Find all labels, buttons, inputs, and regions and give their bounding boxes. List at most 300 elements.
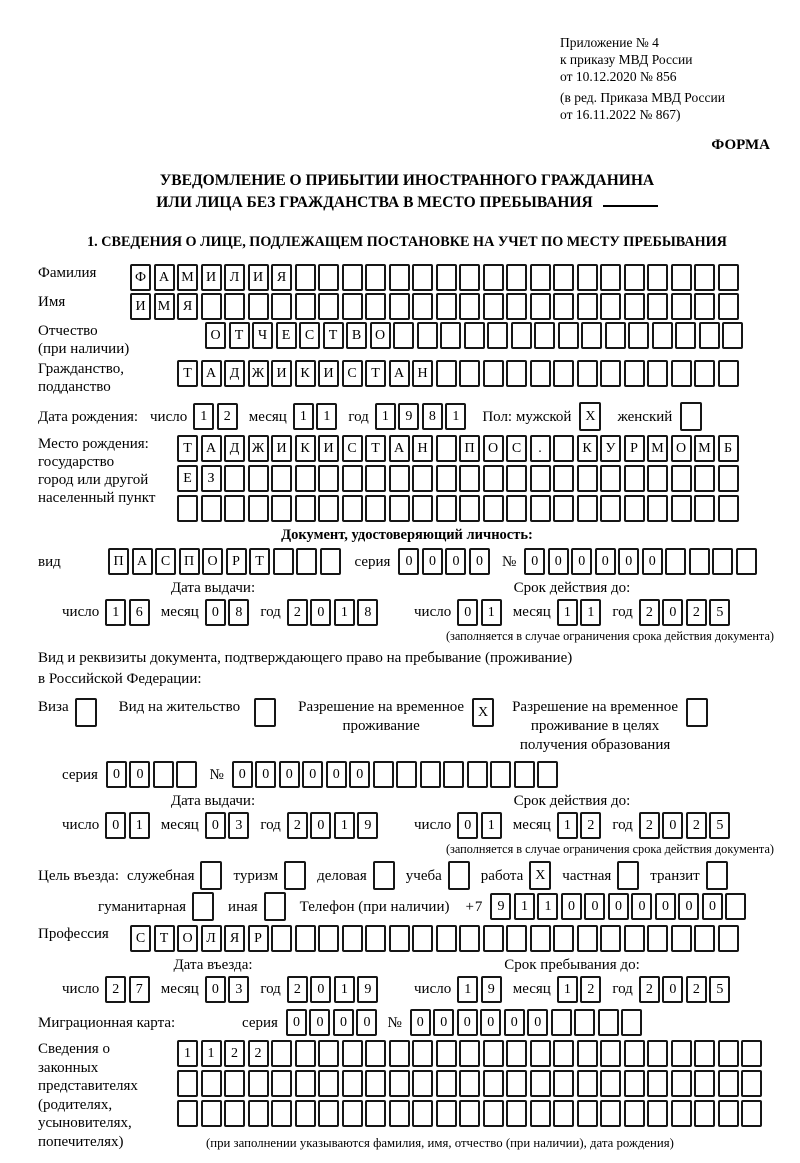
- cell: [506, 925, 527, 952]
- cell: [295, 293, 316, 320]
- valid-until-heading: Срок действия до:: [513, 580, 631, 596]
- cell: 5: [709, 599, 730, 626]
- purpose-option-humanitarian: гуманитарная: [98, 892, 214, 921]
- legal-reps-note: (при заполнении указываются фамилия, имя, отчество (при наличии), дата рождения): [206, 1136, 674, 1150]
- cell: [605, 322, 626, 349]
- year-label: год: [612, 981, 633, 997]
- birth-year-cells: [375, 403, 467, 430]
- cell: Н: [412, 435, 433, 462]
- doc-number-cells: [524, 548, 757, 575]
- purpose-option-study: учеба: [406, 861, 470, 890]
- cell: А: [154, 264, 175, 291]
- cell: [201, 495, 222, 522]
- cell: [553, 1040, 574, 1067]
- cell: [600, 293, 621, 320]
- cell: Р: [248, 925, 269, 952]
- cell: 1: [201, 1040, 222, 1067]
- cell: [624, 1070, 645, 1097]
- cell: [440, 322, 461, 349]
- cell: 0: [310, 812, 331, 839]
- entry-dates-row: [38, 976, 776, 1003]
- cell: Р: [624, 435, 645, 462]
- entry-date-heading: Дата въезда:: [173, 957, 253, 973]
- cell: О: [205, 322, 226, 349]
- cell: 2: [287, 599, 308, 626]
- purpose-option-checkbox: [529, 861, 551, 890]
- cell: Т: [365, 435, 386, 462]
- purpose-option-checkbox: [617, 861, 639, 890]
- cell: М: [647, 435, 668, 462]
- cell: 0: [333, 1009, 354, 1036]
- purpose-option-checkbox: [373, 861, 395, 890]
- option-visa-checkbox: [75, 698, 97, 727]
- cell: 9: [357, 812, 378, 839]
- cell: [553, 1100, 574, 1127]
- option-temp-residence-education-checkbox: [686, 698, 708, 727]
- cell: Е: [177, 465, 198, 492]
- cell: 1: [316, 403, 337, 430]
- cell: 2: [639, 812, 660, 839]
- citizenship-row: [38, 360, 776, 396]
- cell: [417, 322, 438, 349]
- issue-month-cells: [205, 599, 250, 626]
- residence-issue-group: [38, 812, 388, 839]
- purpose-row1: [38, 861, 776, 890]
- purpose-option-checkbox: [200, 861, 222, 890]
- cell: [553, 264, 574, 291]
- cell: 6: [129, 599, 150, 626]
- cell: [600, 264, 621, 291]
- cell: Т: [154, 925, 175, 952]
- cell: [647, 264, 668, 291]
- cell: 8: [228, 599, 249, 626]
- cell: [624, 495, 645, 522]
- cell: 0: [205, 599, 226, 626]
- cell: 1: [334, 812, 355, 839]
- cell: [412, 495, 433, 522]
- birth-place-line2: [177, 465, 739, 492]
- cell: Л: [224, 264, 245, 291]
- cell: [320, 548, 341, 575]
- cell: М: [177, 264, 198, 291]
- cell: 2: [686, 812, 707, 839]
- cell: [665, 548, 686, 575]
- cell: [342, 925, 363, 952]
- cell: И: [271, 435, 292, 462]
- cell: [224, 465, 245, 492]
- cell: [506, 1070, 527, 1097]
- cell: 0: [205, 976, 226, 1003]
- legal-reps-line1: [177, 1040, 762, 1067]
- purpose-option-business: деловая: [317, 861, 395, 890]
- cell: [459, 1100, 480, 1127]
- cell: [675, 322, 696, 349]
- birth-place-line3: [177, 495, 739, 522]
- cell: [296, 548, 317, 575]
- cell: [694, 1100, 715, 1127]
- cell: 0: [309, 1009, 330, 1036]
- cell: [718, 1100, 739, 1127]
- cell: [373, 861, 395, 890]
- cell: [483, 1070, 504, 1097]
- purpose-option-private: частная: [562, 861, 639, 890]
- cell: А: [132, 548, 153, 575]
- cell: [318, 1040, 339, 1067]
- cell: [264, 892, 286, 921]
- cell: [412, 1070, 433, 1097]
- identity-dates-row: [38, 599, 776, 626]
- cell: 0: [662, 812, 683, 839]
- cell: 2: [217, 403, 238, 430]
- cell: [318, 1070, 339, 1097]
- cell: 0: [286, 1009, 307, 1036]
- cell: [624, 1100, 645, 1127]
- migration-number-label: №: [387, 1014, 402, 1031]
- cell: [393, 322, 414, 349]
- cell: [741, 1070, 762, 1097]
- cell: 2: [287, 812, 308, 839]
- cell: [624, 360, 645, 387]
- cell: [459, 925, 480, 952]
- cell: [694, 360, 715, 387]
- cell: [412, 1100, 433, 1127]
- cell: [224, 1070, 245, 1097]
- cell: [680, 402, 702, 431]
- day-label: число: [62, 981, 100, 997]
- cell: 0: [457, 812, 478, 839]
- cell: [600, 1040, 621, 1067]
- year-label: год: [348, 408, 369, 425]
- cell: [600, 465, 621, 492]
- cell: [201, 1070, 222, 1097]
- cell: 2: [686, 599, 707, 626]
- cell: С: [130, 925, 151, 952]
- cell: [718, 293, 739, 320]
- cell: [365, 293, 386, 320]
- cell: [718, 465, 739, 492]
- cell: [617, 861, 639, 890]
- cell: 1: [193, 403, 214, 430]
- cell: [342, 293, 363, 320]
- cell: [448, 861, 470, 890]
- option-residence-permit: [119, 698, 276, 727]
- appendix-line: Приложение № 4: [560, 35, 659, 50]
- patronymic-cells: [205, 322, 743, 349]
- cell: 1: [557, 976, 578, 1003]
- cell: [318, 1100, 339, 1127]
- issue-date-heading: Дата выдачи:: [170, 793, 256, 809]
- profession-cells: [130, 925, 739, 952]
- cell: 1: [580, 599, 601, 626]
- cell: 0: [702, 893, 723, 920]
- cell: [436, 925, 457, 952]
- valid-day-cells: [457, 599, 502, 626]
- cell: [718, 1070, 739, 1097]
- cell: [624, 264, 645, 291]
- citizenship-label: Гражданство, подданство: [38, 361, 125, 395]
- purpose-option-work: работа X: [481, 861, 552, 890]
- cell: [553, 495, 574, 522]
- cell: 0: [302, 761, 323, 788]
- cell: 0: [105, 812, 126, 839]
- cell: [342, 264, 363, 291]
- cell: [365, 264, 386, 291]
- cell: [741, 1100, 762, 1127]
- residence-series-row: [38, 761, 776, 788]
- sex-female-checkbox: [680, 402, 702, 431]
- cell: К: [295, 360, 316, 387]
- cell: [647, 1100, 668, 1127]
- cell: 0: [618, 548, 639, 575]
- cell: [295, 495, 316, 522]
- cell: [530, 1040, 551, 1067]
- cell: [671, 1100, 692, 1127]
- cell: [671, 465, 692, 492]
- cell: 0: [205, 812, 226, 839]
- day-label: число: [414, 981, 452, 997]
- legal-reps-label: Сведения о законных представителях (родителях, усыновителях, попечителях): [38, 1041, 138, 1150]
- cell: [318, 925, 339, 952]
- cell: П: [108, 548, 129, 575]
- cell: [467, 761, 488, 788]
- cell: [686, 698, 708, 727]
- cell: 8: [422, 403, 443, 430]
- cell: [75, 698, 97, 727]
- cell: [177, 1070, 198, 1097]
- cell: 0: [445, 548, 466, 575]
- cell: [600, 1070, 621, 1097]
- birth-month-cells: [293, 403, 338, 430]
- cell: 3: [228, 812, 249, 839]
- cell: Т: [229, 322, 250, 349]
- residence-valid-year-cells: [639, 812, 731, 839]
- cell: [459, 264, 480, 291]
- section1-heading: 1. СВЕДЕНИЯ О ЛИЦЕ, ПОДЛЕЖАЩЕМ ПОСТАНОВКЕ НА УЧЕТ ПО МЕСТУ ПРЕБЫВАНИЯ: [87, 234, 727, 250]
- cell: А: [389, 360, 410, 387]
- purpose-option-checkbox: [192, 892, 214, 921]
- identity-issue-group: [38, 599, 388, 626]
- cell: [530, 293, 551, 320]
- cell: [647, 1070, 668, 1097]
- doc-number-label: №: [501, 553, 517, 570]
- option-temp-residence-education: [512, 698, 708, 755]
- cell: [365, 925, 386, 952]
- cell: [506, 1040, 527, 1067]
- legal-reps-cells: [177, 1040, 762, 1130]
- cell: К: [577, 435, 598, 462]
- cell: [694, 264, 715, 291]
- birth-date-label: Дата рождения:: [38, 408, 139, 425]
- patronymic-row: [38, 322, 776, 358]
- cell: [443, 761, 464, 788]
- cell: [271, 1040, 292, 1067]
- cell: [725, 893, 746, 920]
- cell: [577, 360, 598, 387]
- cell: 0: [595, 548, 616, 575]
- cell: [706, 861, 728, 890]
- cell: [436, 360, 457, 387]
- cell: [577, 495, 598, 522]
- cell: [176, 761, 197, 788]
- cell: Л: [201, 925, 222, 952]
- cell: [621, 1009, 642, 1036]
- cell: Т: [323, 322, 344, 349]
- cell: С: [506, 435, 527, 462]
- cell: О: [671, 435, 692, 462]
- cell: [530, 1100, 551, 1127]
- cell: Д: [224, 435, 245, 462]
- residence-valid-group: [388, 812, 730, 839]
- cell: 2: [639, 599, 660, 626]
- stay-until-heading: Срок пребывания до:: [504, 957, 640, 973]
- cell: [389, 465, 410, 492]
- cell: 0: [310, 599, 331, 626]
- issue-date-heading: Дата выдачи:: [170, 580, 256, 596]
- cell: С: [299, 322, 320, 349]
- cell: А: [201, 360, 222, 387]
- cell: 9: [481, 976, 502, 1003]
- appendix-line: от 10.12.2020 № 856: [560, 69, 677, 84]
- cell: [177, 1100, 198, 1127]
- cell: [577, 1100, 598, 1127]
- cell: [530, 264, 551, 291]
- cell: 1: [481, 812, 502, 839]
- day-label: число: [414, 604, 452, 620]
- cell: [483, 1040, 504, 1067]
- cell: [574, 1009, 595, 1036]
- cell: [577, 1070, 598, 1097]
- option-residence-permit-label: Вид на жительство: [118, 699, 241, 715]
- cell: [248, 293, 269, 320]
- residence-series-label: серия: [62, 766, 98, 783]
- cell: 0: [548, 548, 569, 575]
- cell: [318, 465, 339, 492]
- cell: [436, 293, 457, 320]
- cell: [624, 1040, 645, 1067]
- cell: [628, 322, 649, 349]
- cell: [342, 1100, 363, 1127]
- cell: 2: [580, 976, 601, 1003]
- option-temp-residence-checkbox: [472, 698, 494, 727]
- cell: [506, 360, 527, 387]
- cell: [464, 322, 485, 349]
- residence-issue-month-cells: [205, 812, 250, 839]
- cell: [530, 360, 551, 387]
- birth-place-cells: [177, 435, 739, 525]
- cell: [389, 293, 410, 320]
- cell: [718, 360, 739, 387]
- cell: [537, 761, 558, 788]
- validity-note: (заполняется в случае ограничения срока действия документа): [445, 842, 774, 856]
- cell: О: [370, 322, 391, 349]
- cell: Я: [271, 264, 292, 291]
- cell: [295, 264, 316, 291]
- cell: 1: [457, 976, 478, 1003]
- option-residence-permit-checkbox: [254, 698, 276, 727]
- cell: [201, 293, 222, 320]
- cell: [600, 360, 621, 387]
- cell: [699, 322, 720, 349]
- entry-date-group: [38, 976, 388, 1003]
- cell: [671, 495, 692, 522]
- cell: Е: [276, 322, 297, 349]
- cell: 0: [561, 893, 582, 920]
- cell: [224, 1100, 245, 1127]
- residence-issue-year-cells: [287, 812, 379, 839]
- cell: Н: [412, 360, 433, 387]
- cell: 0: [642, 548, 663, 575]
- cell: Т: [365, 360, 386, 387]
- residence-options-row: [38, 698, 776, 755]
- cell: 5: [709, 812, 730, 839]
- cell: 0: [469, 548, 490, 575]
- cell: [224, 293, 245, 320]
- birth-date-row: [38, 402, 776, 431]
- cell: [694, 293, 715, 320]
- cell: И: [318, 360, 339, 387]
- cell: [412, 925, 433, 952]
- cell: [506, 264, 527, 291]
- cell: 0: [398, 548, 419, 575]
- cell: И: [248, 264, 269, 291]
- cell: [412, 1040, 433, 1067]
- cell: [718, 1040, 739, 1067]
- day-label: число: [150, 408, 188, 425]
- cell: [581, 322, 602, 349]
- cell: К: [295, 435, 316, 462]
- cell: [284, 861, 306, 890]
- valid-year-cells: [639, 599, 731, 626]
- cell: [624, 465, 645, 492]
- cell: [396, 761, 417, 788]
- year-label: год: [260, 604, 281, 620]
- cell: [600, 495, 621, 522]
- surname-label: Фамилия: [38, 265, 97, 281]
- month-label: месяц: [160, 981, 199, 997]
- option-temp-residence-label: Разрешение на временное проживание: [298, 699, 465, 734]
- cell: У: [600, 435, 621, 462]
- cell: 9: [490, 893, 511, 920]
- cell: Ф: [130, 264, 151, 291]
- purpose-option-checkbox: [448, 861, 470, 890]
- entry-year-cells: [287, 976, 379, 1003]
- cell: [436, 1040, 457, 1067]
- cell: 1: [514, 893, 535, 920]
- cell: [459, 1040, 480, 1067]
- cell: [647, 925, 668, 952]
- cell: [647, 1040, 668, 1067]
- cell: [624, 293, 645, 320]
- cell: [483, 264, 504, 291]
- cell: О: [177, 925, 198, 952]
- cell: [577, 465, 598, 492]
- cell: О: [202, 548, 223, 575]
- stay-until-group: [388, 976, 730, 1003]
- cell: Ж: [248, 360, 269, 387]
- residence-dates-headings: [38, 792, 776, 810]
- cell: 1: [557, 599, 578, 626]
- cell: [389, 1070, 410, 1097]
- cell: [373, 761, 394, 788]
- cell: [647, 495, 668, 522]
- cell: А: [201, 435, 222, 462]
- cell: 2: [686, 976, 707, 1003]
- cell: [271, 465, 292, 492]
- migration-card-row: [38, 1009, 776, 1036]
- cell: [412, 264, 433, 291]
- stay-year-cells: [639, 976, 731, 1003]
- cell: [506, 495, 527, 522]
